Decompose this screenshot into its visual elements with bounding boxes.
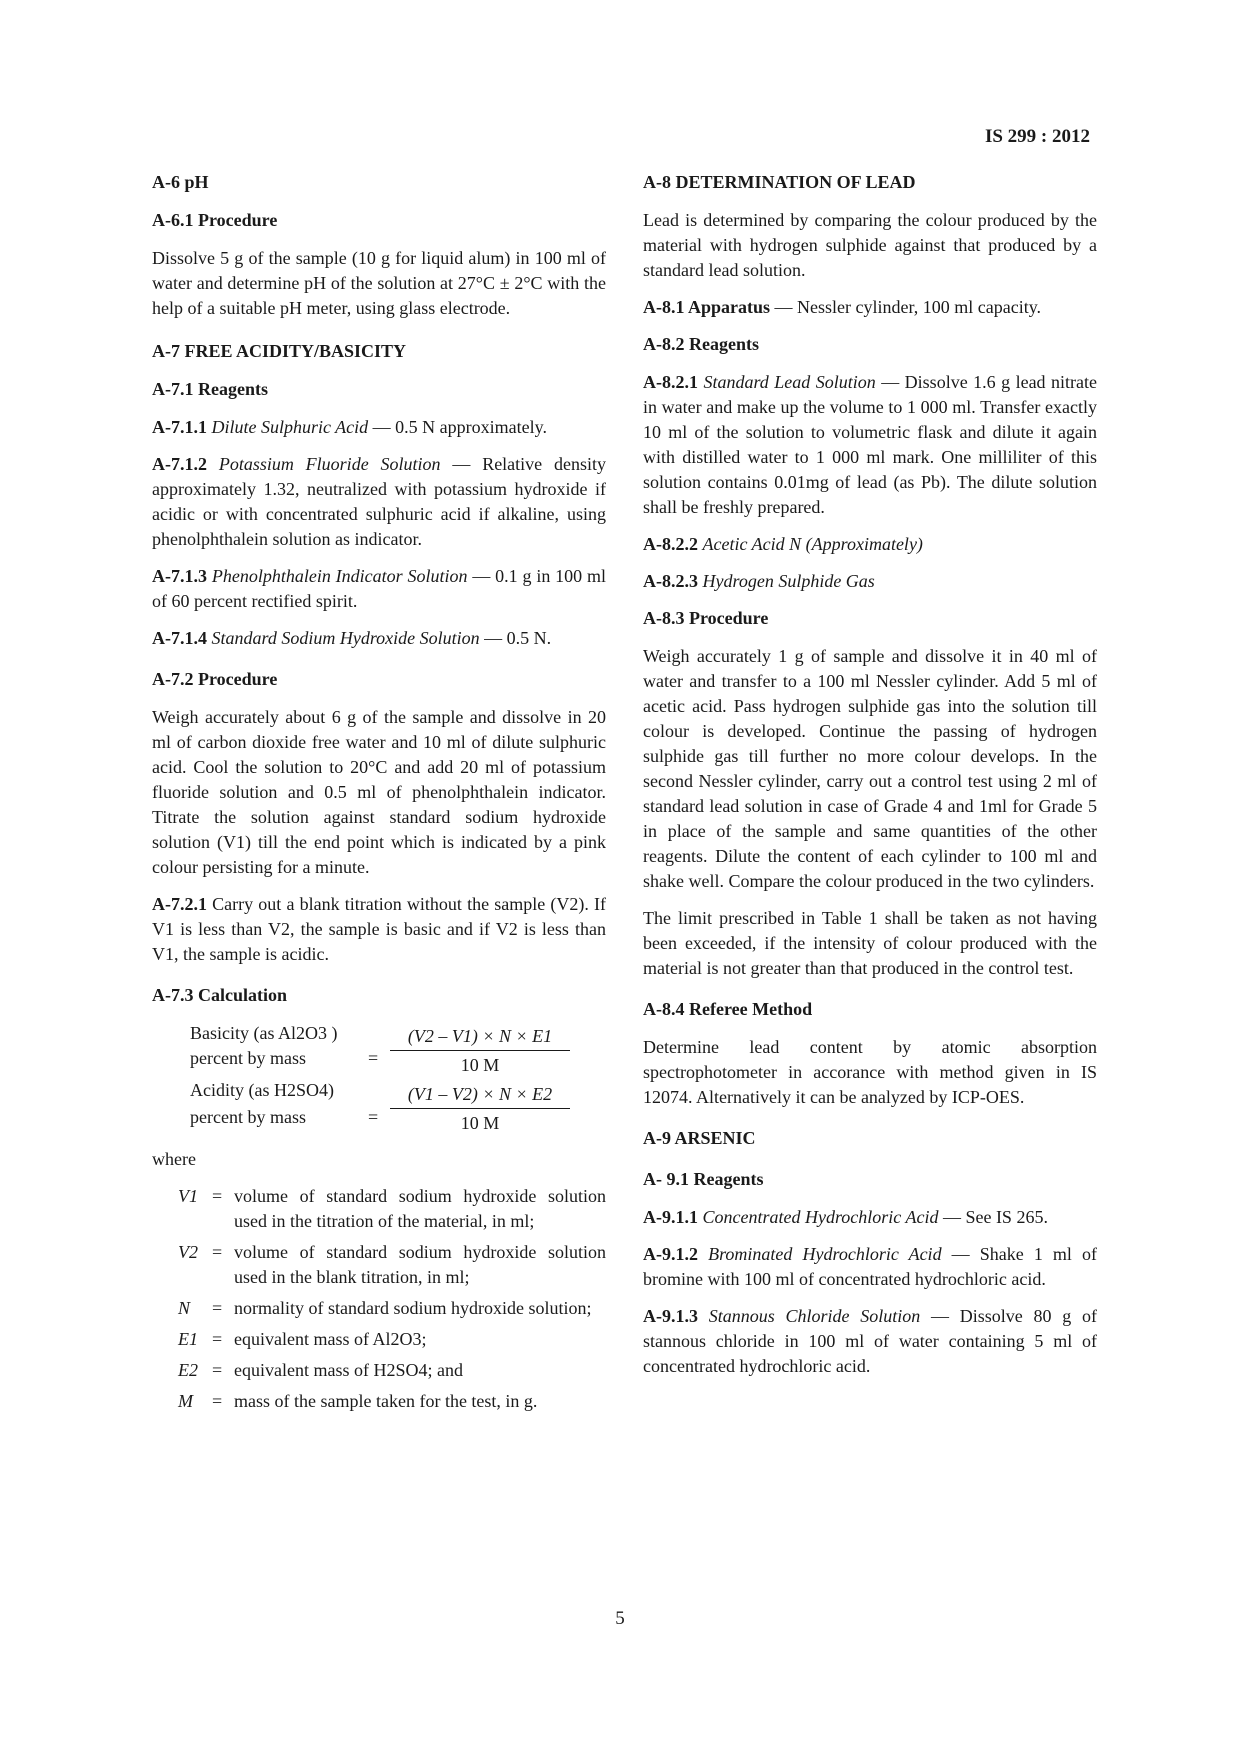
clause-number: A-7.1.4 [152, 628, 207, 648]
clause-label: A-8.1 Apparatus [643, 297, 771, 317]
section-heading-a91: A- 9.1 Reagents [643, 1169, 764, 1189]
section-heading-a82: A-8.2 Reagents [643, 334, 759, 354]
definition-text: normality of standard sodium hydroxide solution; [234, 1298, 592, 1318]
standard-number: IS 299 : 2012 [984, 126, 1090, 147]
clause-text: — Dissolve 1.6 g lead nitrate in water and make up the volume to 1 000 ml. Transfer exactly 10 ml of the solution to volumetric flask and dilute it again with distilled water to 1 000 ml mark. One milliliter of this solution contains 0.01mg of lead (as Pb). The dilute solution shall be freshly prepared. [643, 372, 1097, 517]
clause-title: Standard Sodium Hydroxide Solution [211, 628, 480, 648]
definition-text: volume of standard sodium hydroxide solution used in the titration of the material, in ml; [234, 1186, 606, 1231]
fraction-bar [390, 1108, 570, 1109]
symbol: E2 [178, 1360, 198, 1380]
equals-sign: = [212, 1391, 223, 1411]
clause-title: Standard Lead Solution [703, 372, 876, 392]
clause-number: A-8.2.1 [643, 372, 698, 392]
paragraph-a61: Dissolve 5 g of the sample (10 g for liquid alum) in 100 ml of water and determine pH of the solution at 27°C ± 2°C with the help of a suitable pH meter, using glass electrode. [152, 248, 606, 318]
acidity-label: Acidity (as H2SO4) [190, 1080, 334, 1100]
equals-sign: = [212, 1242, 223, 1262]
equals-sign: = [368, 1048, 379, 1068]
fraction-bar [390, 1050, 570, 1051]
section-heading-a8: A-8 DETERMINATION OF LEAD [643, 172, 916, 192]
basicity-percent-label: percent by mass [190, 1048, 306, 1068]
symbol: E1 [178, 1329, 198, 1349]
clause-text: — Dissolve 80 g of stannous chloride in 100 ml of water containing 5 ml of concentrated hydrochloric acid. [643, 1306, 1097, 1376]
clause-a714 [152, 626, 606, 651]
section-heading-a9: A-9 ARSENIC [643, 1128, 756, 1148]
paragraph-a72: Weigh accurately about 6 g of the sample and dissolve in 20 ml of carbon dioxide free water and 10 ml of dilute sulphuric acid. Cool the solution to 20°C and add 20 ml of potassium fluoride solution and 0.5 ml of phenolphthalein indicator. Titrate the solution against standard sodium hydroxide solution (V1) till the end point which is indicated by a pink colour persisting for a minute. [152, 707, 606, 877]
clause-a912 [643, 1242, 1097, 1292]
where-label: where [152, 1149, 196, 1169]
clause-title: Dilute Sulphuric Acid [211, 417, 369, 437]
clause-a721 [152, 892, 606, 967]
clause-a712 [152, 452, 606, 552]
clause-number: A-7.2.1 [152, 894, 207, 914]
left-column [152, 170, 606, 1420]
clause-number: A-9.1.2 [643, 1244, 698, 1264]
calculation-formula [152, 1021, 606, 1143]
definition-row [152, 1358, 606, 1383]
clause-a821 [643, 370, 1097, 520]
clause-number: A-9.1.3 [643, 1306, 698, 1326]
section-heading-a72: A-7.2 Procedure [152, 669, 278, 689]
page-number: 5 [615, 1608, 625, 1629]
definition-text: mass of the sample taken for the test, in g. [234, 1391, 538, 1411]
section-heading-a83: A-8.3 Procedure [643, 608, 769, 628]
acidity-percent-label: percent by mass [190, 1107, 306, 1127]
definition-row [152, 1389, 606, 1414]
clause-text: — Relative density approximately 1.32, neutralized with potassium hydroxide if acidic or with concentrated sulphuric acid if alkaline, using phenolphthalein solution as indicator. [152, 454, 606, 549]
acidity-denominator: 10 M [460, 1113, 500, 1133]
definition-row [152, 1296, 606, 1321]
section-heading-a73: A-7.3 Calculation [152, 985, 287, 1005]
clause-title: Brominated Hydrochloric Acid [708, 1244, 942, 1264]
clause-text: — See IS 265. [938, 1207, 1048, 1227]
clause-title: Hydrogen Sulphide Gas [702, 571, 875, 591]
basicity-denominator: 10 M [460, 1055, 500, 1075]
clause-title: Stannous Chloride Solution [708, 1306, 921, 1326]
equals-sign: = [212, 1360, 223, 1380]
equals-sign: = [212, 1298, 223, 1318]
paragraph-a84: Determine lead content by atomic absorption spectrophotometer in accorance with method given in IS 12074. Alternatively it can be analyzed by ICP-OES. [643, 1037, 1097, 1107]
clause-number: A-8.2.2 [643, 534, 698, 554]
clause-number: A-7.1.3 [152, 566, 207, 586]
clause-title: Phenolphthalein Indicator Solution [211, 566, 468, 586]
section-heading-a7: A-7 FREE ACIDITY/BASICITY [152, 341, 407, 361]
paragraph-a83: Weigh accurately 1 g of sample and dissolve it in 40 ml of water and transfer to a 100 ml Nessler cylinder. Add 5 ml of acetic acid. Pass hydrogen sulphide gas into the solution till colour is developed. Continue the passing of hydrogen sulphide gas till further no more colour develops. In the second Nessler cylinder, carry out a control test using 2 ml of standard lead solution in case of Grade 4 and 1ml for Grade 5 in place of the sample and same quantities of the other reagents. Dilute the content of each cylinder to 100 ml and shake well. Compare the colour produced in the two cylinders. [643, 646, 1097, 891]
acidity-numerator: (V1 – V2) × N × E2 [407, 1084, 553, 1104]
clause-title: Potassium Fluoride Solution [218, 454, 441, 474]
definition-text: equivalent mass of H2SO4; and [234, 1360, 463, 1380]
symbol-definitions [152, 1184, 606, 1414]
paragraph-a8: Lead is determined by comparing the colour produced by the material with hydrogen sulphide against that produced by a standard lead solution. [643, 210, 1097, 280]
clause-title: Acetic Acid N (Approximately) [702, 534, 923, 554]
basicity-numerator: (V2 – V1) × N × E1 [407, 1026, 553, 1046]
clause-text: — 0.5 N. [479, 628, 552, 648]
clause-a711 [152, 415, 606, 440]
clause-text: Carry out a blank titration without the sample (V2). If V1 is less than V2, the sample is basic and if V2 is less than V1, the sample is acidic. [152, 894, 606, 964]
clause-number: A-7.1.2 [152, 454, 207, 474]
clause-a822 [643, 532, 1097, 557]
clause-a911 [643, 1205, 1097, 1230]
paragraph-a83-limit: The limit prescribed in Table 1 shall be taken as not having been exceeded, if the intensity of colour produced with the material is not greater than that produced in the control test. [643, 908, 1097, 978]
symbol: V2 [178, 1242, 198, 1262]
equals-sign: = [212, 1329, 223, 1349]
definition-row [152, 1240, 606, 1290]
clause-text: — Shake 1 ml of bromine with 100 ml of concentrated hydrochloric acid. [643, 1244, 1097, 1289]
clause-number: A-8.2.3 [643, 571, 698, 591]
clause-a81 [643, 295, 1097, 320]
clause-text: — 0.5 N approximately. [368, 417, 547, 437]
symbol: N [178, 1298, 191, 1318]
section-heading-a61: A-6.1 Procedure [152, 210, 278, 230]
clause-text: — 0.1 g in 100 ml of 60 percent rectified spirit. [152, 566, 606, 611]
clause-number: A-7.1.1 [152, 417, 207, 437]
clause-a823 [643, 569, 1097, 594]
definition-text: equivalent mass of Al2O3; [234, 1329, 427, 1349]
equals-sign: = [212, 1186, 223, 1206]
basicity-label: Basicity (as Al2O3 ) [190, 1023, 338, 1043]
clause-text: — Nessler cylinder, 100 ml capacity. [770, 297, 1042, 317]
section-heading-a84: A-8.4 Referee Method [643, 999, 813, 1019]
equals-sign: = [368, 1107, 379, 1127]
section-heading-a6: A-6 pH [152, 172, 209, 192]
symbol: M [178, 1391, 193, 1411]
definition-row [152, 1184, 606, 1234]
definition-row [152, 1327, 606, 1352]
clause-number: A-9.1.1 [643, 1207, 698, 1227]
definition-text: volume of standard sodium hydroxide solution used in the blank titration, in ml; [234, 1242, 606, 1287]
symbol: V1 [178, 1186, 198, 1206]
clause-title: Concentrated Hydrochloric Acid [702, 1207, 939, 1227]
right-column [643, 170, 1097, 1391]
section-heading-a71: A-7.1 Reagents [152, 379, 268, 399]
clause-a913 [643, 1304, 1097, 1379]
clause-a713 [152, 564, 606, 614]
